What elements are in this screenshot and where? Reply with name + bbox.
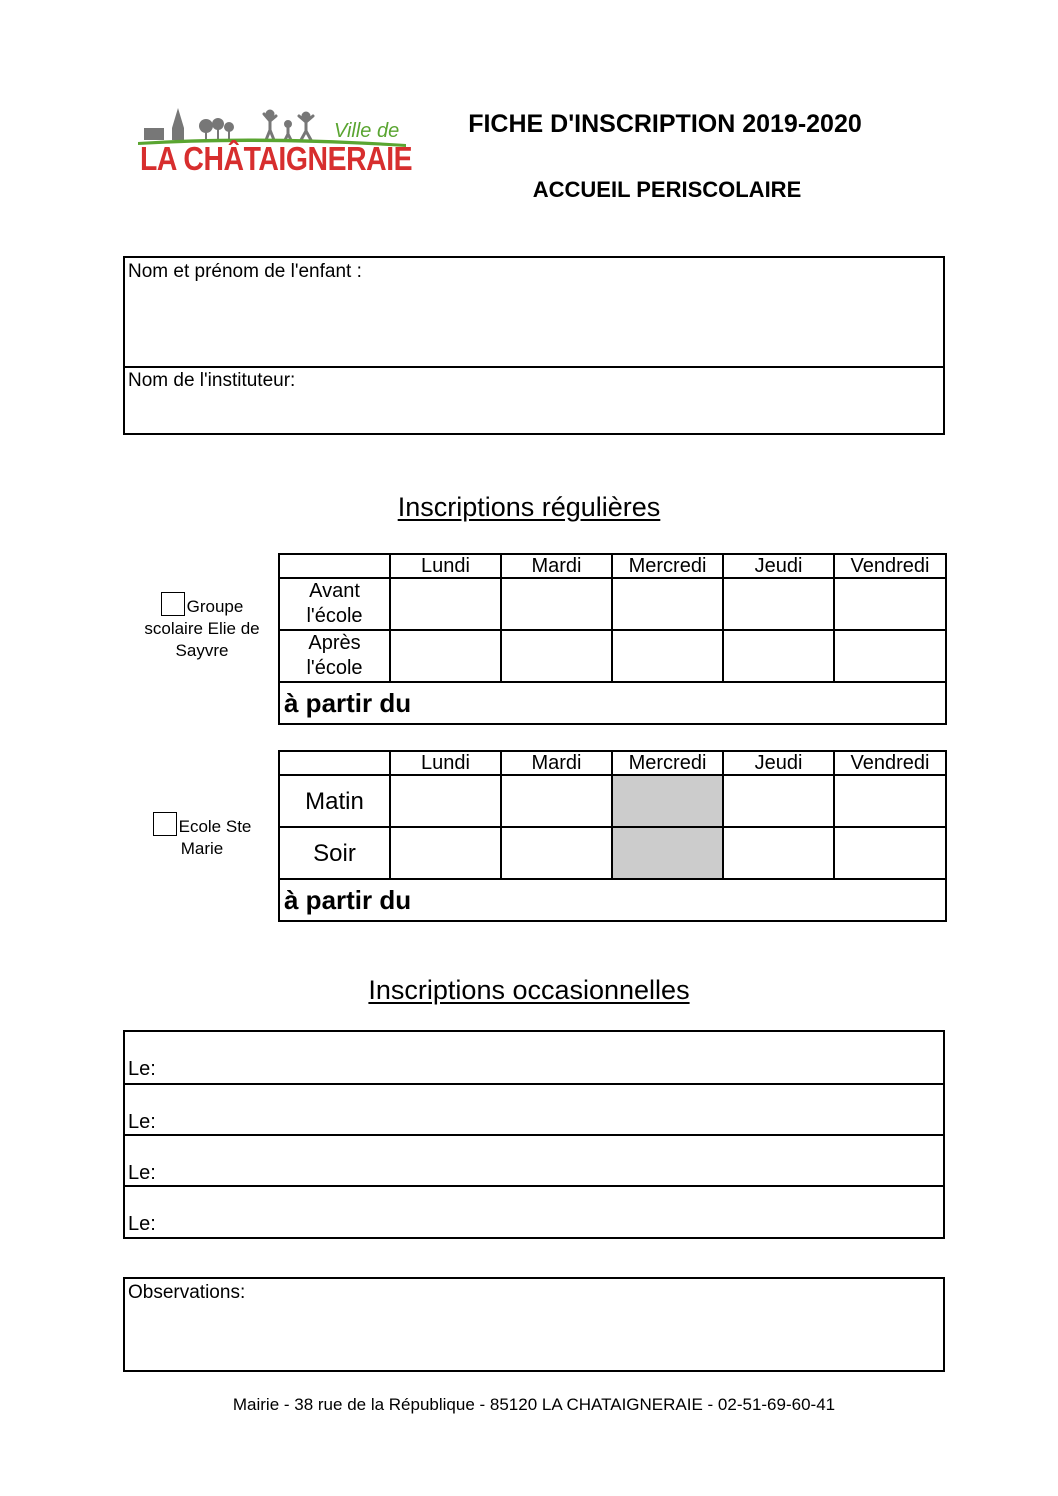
divider (125, 366, 943, 368)
date-label: Le: (128, 1162, 156, 1184)
day-header: Jeudi (723, 751, 834, 775)
header-cell-empty (279, 751, 390, 775)
schedule-cell[interactable] (501, 630, 612, 682)
row-label-line: Avant (309, 580, 360, 602)
table-row (279, 630, 946, 682)
row-label-line: l'école (306, 605, 363, 627)
date-label: Le: (128, 1111, 156, 1133)
row-label-apres-ecole (279, 630, 390, 682)
schedule-table-ecole-ste-marie (278, 750, 947, 922)
schedule-table-elie-de-sayvre (278, 553, 947, 725)
teacher-name-label: Nom de l'instituteur: (128, 370, 296, 391)
schedule-cell-disabled (612, 827, 723, 879)
day-header: Mardi (501, 751, 612, 775)
occasional-date-row[interactable] (125, 1083, 943, 1136)
schedule-cell-disabled (612, 775, 723, 827)
schedule-cell[interactable] (390, 827, 501, 879)
school-name-line: scolaire Elie de (144, 619, 260, 638)
occasional-date-row[interactable] (125, 1032, 943, 1083)
observations-label: Observations: (128, 1282, 246, 1303)
observations-box[interactable] (123, 1277, 945, 1372)
day-header: Mercredi (612, 554, 723, 578)
logo-ville-text: Ville de (334, 120, 400, 142)
day-header: Mardi (501, 554, 612, 578)
school-name-line: Marie (180, 839, 224, 858)
logo-town-name: LA CHÂTAIGNERAIE (140, 140, 413, 177)
school-checkbox[interactable] (161, 592, 185, 616)
row-label-soir: Soir (279, 827, 390, 879)
schedule-cell[interactable] (501, 827, 612, 879)
row-label-line: Après (308, 632, 361, 654)
document-title: FICHE D'INSCRIPTION 2019-2020 (468, 110, 862, 138)
schedule-cell[interactable] (834, 630, 946, 682)
table-row (279, 578, 946, 630)
schedule-cell[interactable] (390, 630, 501, 682)
row-label-line: l'école (306, 657, 363, 679)
occasional-date-row[interactable] (125, 1185, 943, 1238)
regular-section-title-text: Inscriptions régulières (397, 492, 661, 522)
schedule-cell[interactable] (723, 578, 834, 630)
child-info-box (123, 256, 945, 435)
schedule-cell[interactable] (723, 630, 834, 682)
school-name-line: Groupe (186, 597, 244, 616)
table-row (279, 827, 946, 879)
schedule-cell[interactable] (612, 578, 723, 630)
schedule-cell[interactable] (501, 775, 612, 827)
header-cell-empty (279, 554, 390, 578)
document-subtitle: ACCUEIL PERISCOLAIRE (532, 177, 802, 202)
occasional-dates-box (123, 1030, 945, 1239)
school-name-line: Sayvre (175, 641, 229, 660)
day-header: Vendredi (834, 554, 946, 578)
table-header-row (279, 751, 946, 775)
date-label: Le: (128, 1058, 156, 1080)
date-label: Le: (128, 1213, 156, 1235)
schedule-cell[interactable] (723, 827, 834, 879)
start-date-field[interactable]: à partir du (279, 682, 946, 724)
table-row (279, 879, 946, 921)
regular-section-title (0, 492, 1058, 523)
schedule-cell[interactable] (834, 775, 946, 827)
school-checkbox[interactable] (153, 812, 177, 836)
footer-address: Mairie - 38 rue de la République - 85120 LA CHATAIGNERAIE - 02-51-69-60-41 (232, 1395, 836, 1414)
schedule-cell[interactable] (834, 578, 946, 630)
schedule-cell[interactable] (501, 578, 612, 630)
day-header: Jeudi (723, 554, 834, 578)
schedule-cell[interactable] (390, 578, 501, 630)
school-name-line: Ecole Ste (178, 817, 252, 836)
occasional-section-title-text: Inscriptions occasionnelles (368, 975, 690, 1005)
school-ecole-ste-marie (136, 812, 268, 860)
child-name-label: Nom et prénom de l'enfant : (128, 261, 362, 282)
day-header: Lundi (390, 751, 501, 775)
schedule-cell[interactable] (834, 827, 946, 879)
day-header: Vendredi (834, 751, 946, 775)
day-header: Mercredi (612, 751, 723, 775)
schedule-cell[interactable] (390, 775, 501, 827)
table-header-row (279, 554, 946, 578)
day-header: Lundi (390, 554, 501, 578)
table-row (279, 682, 946, 724)
row-label-avant-ecole (279, 578, 390, 630)
schedule-cell[interactable] (723, 775, 834, 827)
row-label-matin: Matin (279, 775, 390, 827)
occasional-date-row[interactable] (125, 1134, 943, 1187)
school-elie-de-sayvre (136, 592, 268, 662)
occasional-section-title (0, 975, 1058, 1006)
schedule-cell[interactable] (612, 630, 723, 682)
start-date-field[interactable]: à partir du (279, 879, 946, 921)
table-row (279, 775, 946, 827)
